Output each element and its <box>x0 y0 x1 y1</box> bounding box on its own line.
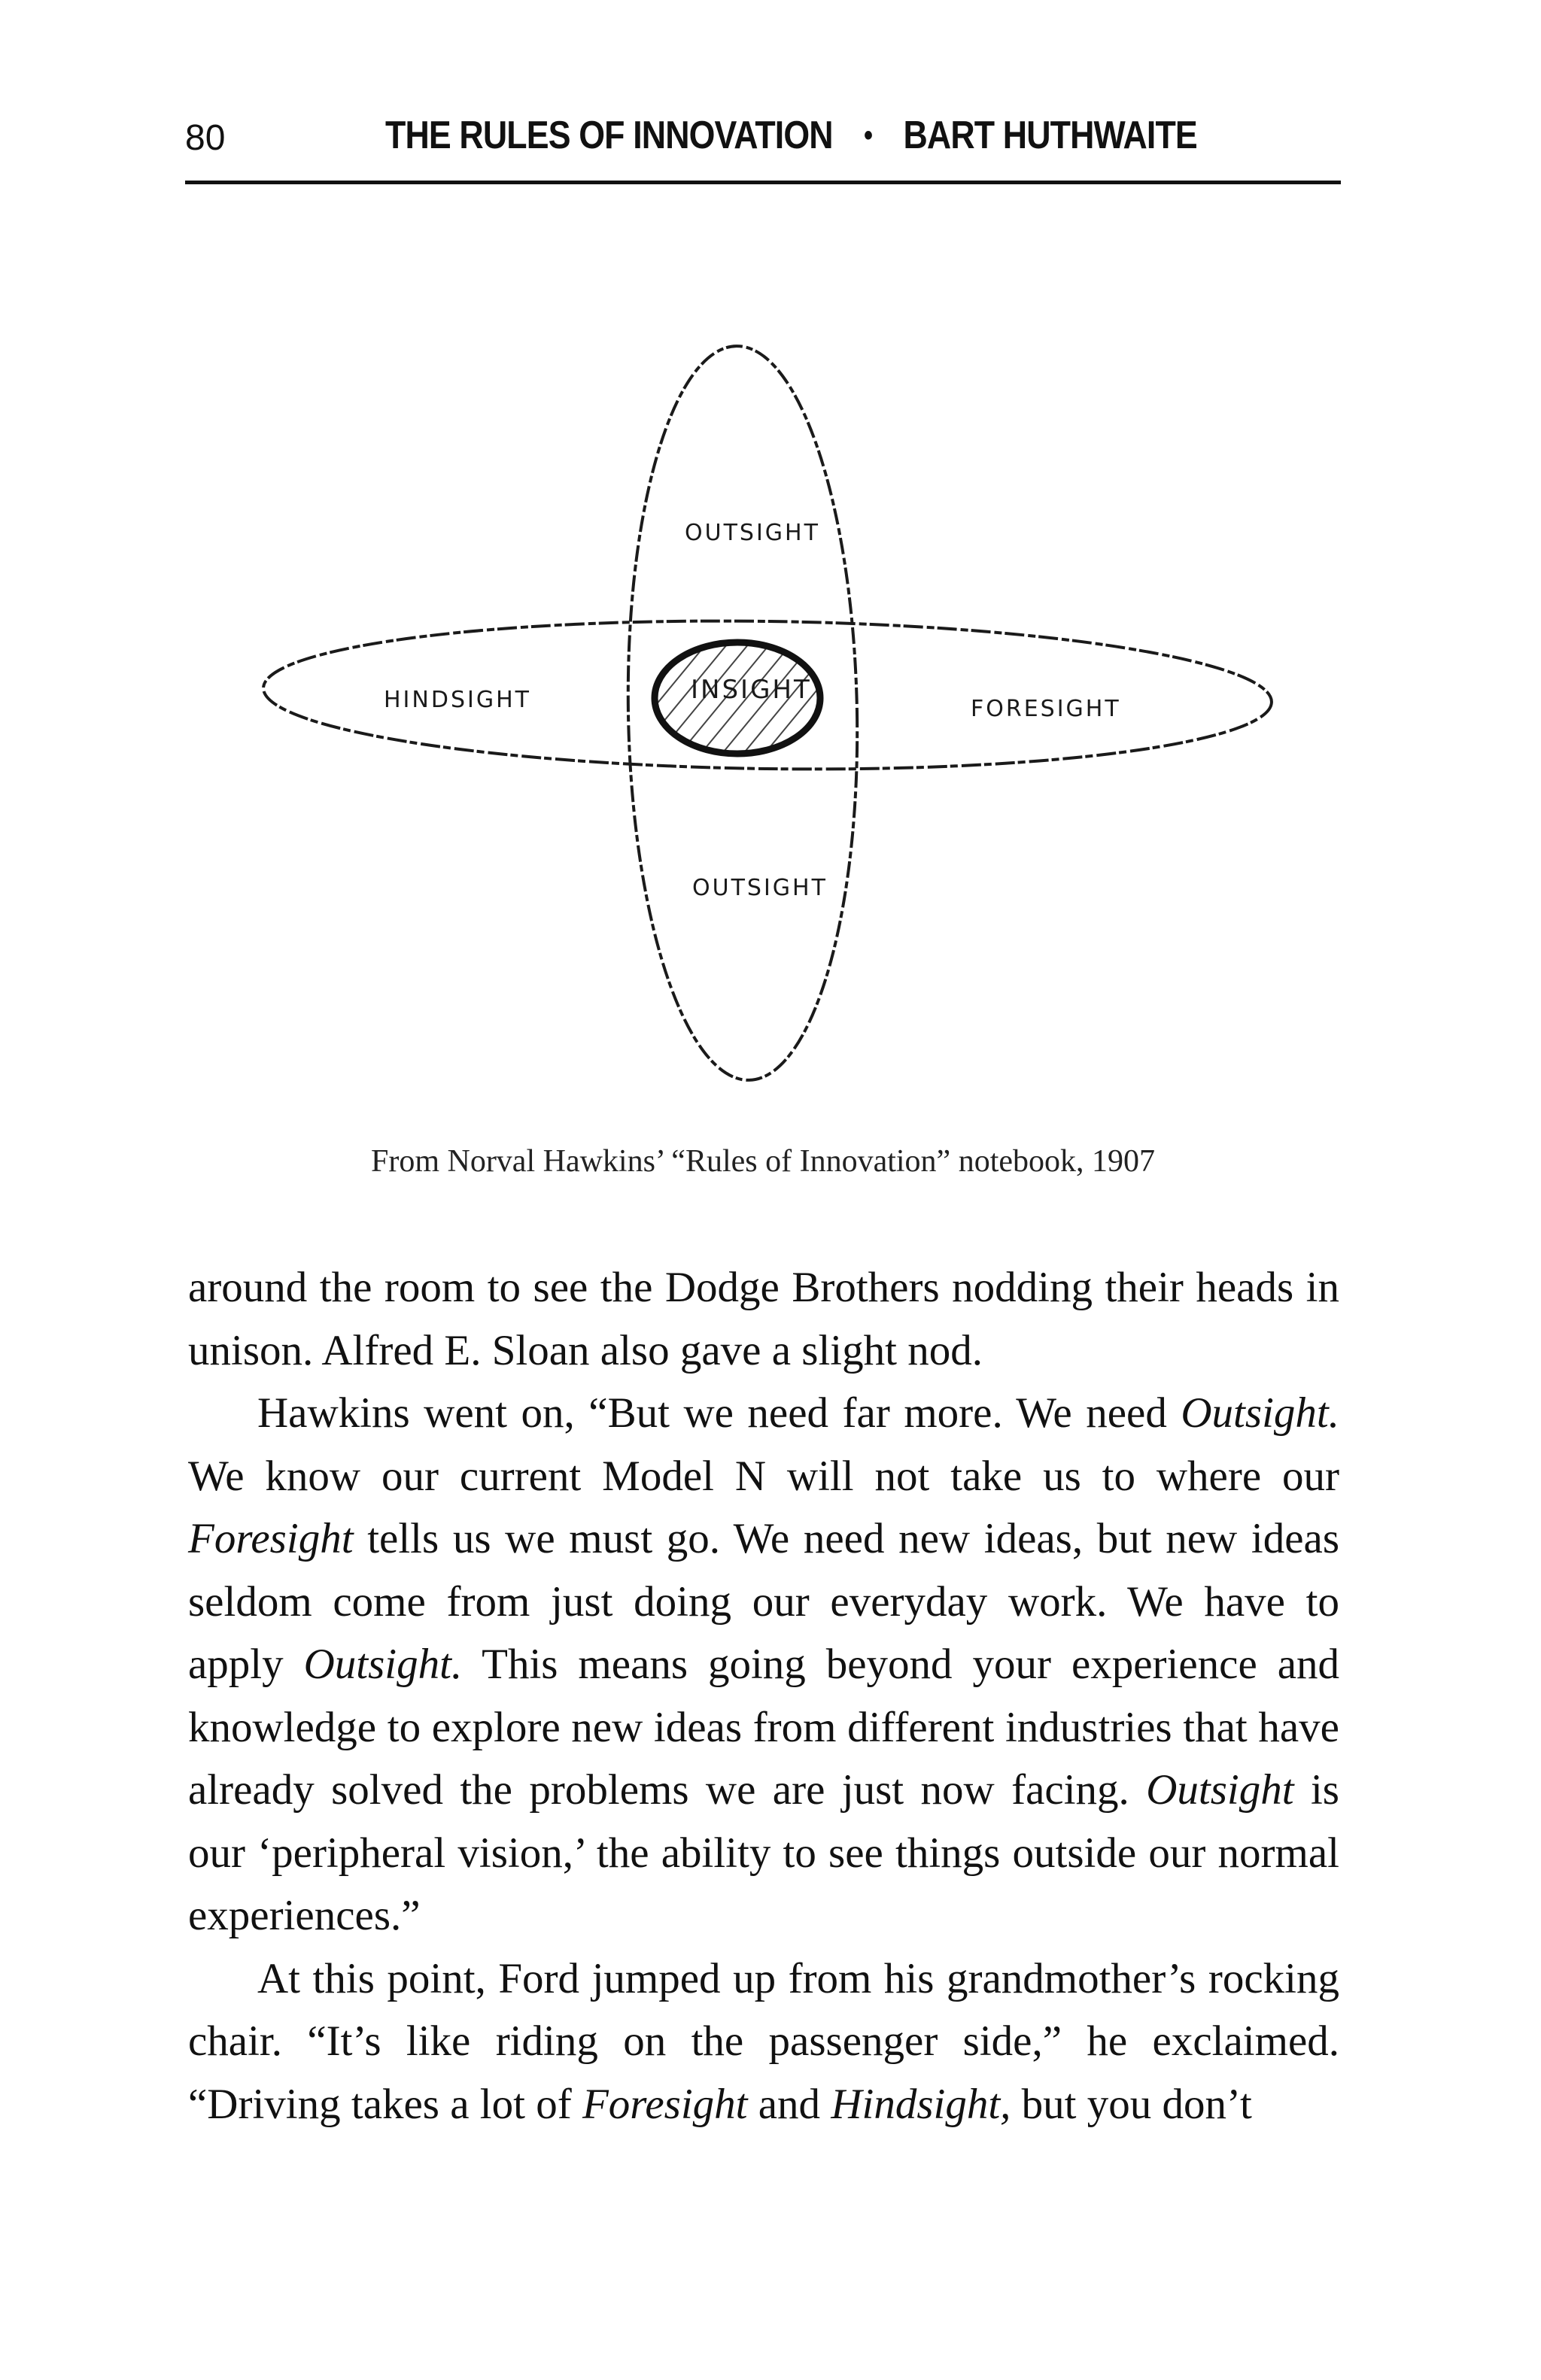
header-separator: • <box>863 119 873 152</box>
p2-text-5: is our ‘peripheral vision,’ the ability to see things outside our normal experiences.” <box>188 1766 1339 1939</box>
body-text <box>188 1256 1339 2136</box>
sight-diagram-svg <box>256 338 1294 1121</box>
p3-italic-1: Foresight <box>582 2080 748 2128</box>
running-head <box>185 113 1341 184</box>
p3-text-2: and <box>747 2080 831 2128</box>
paragraph-2 <box>188 1382 1339 1947</box>
running-title <box>385 113 1197 158</box>
p2-text-2: We know our current Model N will not take us to where our <box>188 1452 1339 1500</box>
author-name: BART HUTHWAITE <box>903 114 1197 157</box>
book-title: THE RULES OF INNOVATION <box>385 114 833 157</box>
p3-text-1: At this point, Ford jumped up from his grandmother’s rocking chair. “It’s like riding on the passenger side,” he exclaimed. “Driving takes a lot of <box>188 1954 1339 2128</box>
label-insight: INSIGHT <box>691 675 812 705</box>
label-outsight-top: OUTSIGHT <box>685 520 820 546</box>
sight-diagram <box>256 338 1294 1121</box>
paragraph-3 <box>188 1947 1339 2136</box>
p2-text-4: This means going beyond your experience and knowledge to explore new ideas from different industries that have already solved the problems we are just now facing. <box>188 1641 1340 1814</box>
figure-caption: From Norval Hawkins’ “Rules of Innovation” notebook, 1907 <box>370 1144 1156 1179</box>
paragraph-1: around the room to see the Dodge Brothers nodding their heads in unison. Alfred E. Sloan also gave a slight nod. <box>188 1264 1339 1374</box>
label-foresight: FORESIGHT <box>971 696 1121 722</box>
p2-text-1: Hawkins went on, “But we need far more. We need <box>257 1389 1181 1437</box>
page-number: 80 <box>185 118 226 158</box>
p2-italic-2: Foresight <box>188 1515 354 1562</box>
p2-text-3: tells us we must go. We need new ideas, but new ideas seldom come from just doing our everyday work. We have to apply <box>188 1515 1339 1688</box>
p3-text-3: but you don’t <box>1011 2080 1252 2128</box>
p2-italic-4: Outsight <box>1146 1766 1294 1814</box>
p3-italic-2: Hindsight, <box>831 2080 1011 2128</box>
p2-italic-3: Outsight. <box>303 1641 463 1688</box>
p2-italic-1: Outsight. <box>1181 1389 1339 1437</box>
label-hindsight: HINDSIGHT <box>384 687 531 713</box>
label-outsight-bottom: OUTSIGHT <box>692 875 828 901</box>
